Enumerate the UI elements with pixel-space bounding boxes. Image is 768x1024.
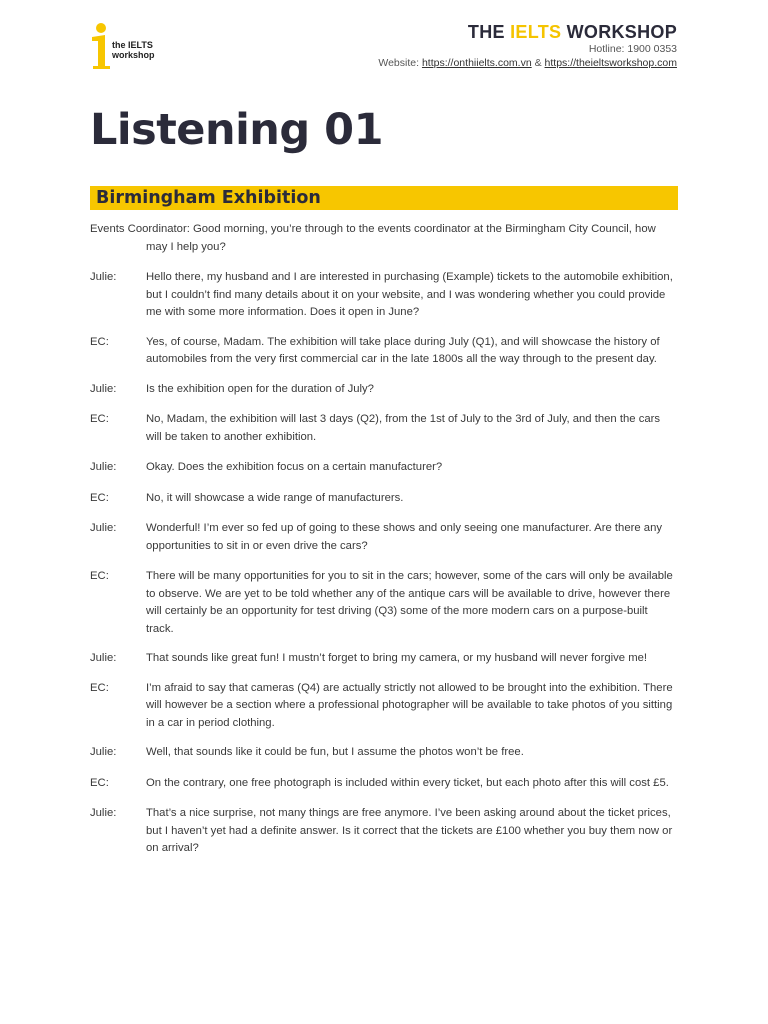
dialogue-turn: [90, 459, 678, 477]
dialogue-turn: [90, 520, 678, 555]
section-header: [90, 186, 678, 210]
speaker-label: Julie:: [90, 746, 117, 758]
utterance-text: I’m afraid to say that cameras (Q4) are actually strictly not allowed to be brought into the exhibition. There will however be a section where a professional photographer will be available to take photos of you sitting in a car in period clothing.: [146, 681, 673, 729]
brand-accent: IELTS: [510, 22, 562, 42]
speaker-label: Julie:: [90, 807, 117, 819]
utterance-text: Wonderful! I’m ever so fed up of going to these shows and only seeing one manufacturer. Are there any opportunities to sit in or even drive the cars?: [146, 522, 662, 552]
logo-text: [112, 40, 155, 60]
utterance-text: Okay. Does the exhibition focus on a certain manufacturer?: [146, 461, 443, 473]
utterance-text: No, Madam, the exhibition will last 3 days (Q2), from the 1st of July to the 3rd of July, and then the cars will be taken to another exhibition.: [146, 413, 661, 443]
dialogue-turn: [90, 568, 678, 638]
dialogue-turn: [90, 805, 678, 858]
website-separator: &: [531, 57, 545, 69]
dialogue-turn: [90, 269, 678, 322]
utterance-text: Yes, of course, Madam. The exhibition will take place during July (Q1), and will showcase the history of automobiles from the very first commercial car in the late 1800s all the way through to the present day.: [146, 335, 660, 365]
website-link-2[interactable]: https://theieltsworkshop.com: [544, 57, 677, 69]
website-link-1[interactable]: https://onthiielts.com.vn: [421, 57, 532, 69]
page-title: Listening 01: [90, 105, 384, 155]
utterance-text: Well, that sounds like it could be fun, but I assume the photos won’t be free.: [146, 746, 524, 758]
utterance-text: Is the exhibition open for the duration of July?: [146, 382, 374, 395]
logo-text-line1: the IELTS: [112, 40, 153, 50]
brand-prefix: THE: [467, 22, 511, 42]
dialogue-turn: [90, 490, 678, 508]
utterance-text: On the contrary, one free photograph is included within every ticket, but each photo after this will cost £5.: [146, 776, 669, 789]
website-line: [378, 56, 677, 70]
utterance-text: That sounds like great fun! I mustn’t forget to bring my camera, or my husband will never forgive me!: [146, 652, 648, 664]
website-label: Website:: [378, 57, 422, 69]
utterance-text: No, it will showcase a wide range of manufacturers.: [146, 491, 404, 504]
speaker-label: EC:: [90, 413, 109, 425]
utterance-text: Good morning, you’re through to the events coordinator at the Birmingham City Council, how may I help you?: [146, 223, 656, 253]
dialogue-turn: [90, 744, 678, 762]
speaker-label: EC:: [90, 491, 109, 504]
speaker-label: Julie:: [90, 652, 117, 664]
speaker-label: Julie:: [90, 271, 117, 283]
section-title: Birmingham Exhibition: [96, 188, 321, 208]
logo-i-icon: [90, 22, 110, 70]
dialogue-turn: [90, 221, 678, 256]
utterance-text: That’s a nice surprise, not many things are free anymore. I’ve been asking around about the ticket prices, but I haven’t yet had a definite answer. Is it correct that the tickets are £100 whether you buy them now or on arrival?: [146, 807, 673, 854]
speaker-label: Julie:: [90, 522, 117, 534]
brand-title: [378, 22, 677, 42]
dialogue-turn: [90, 334, 678, 369]
utterance-text: Hello there, my husband and I are interested in purchasing (Example) tickets to the automobile exhibition, but I couldn’t find many details about it on your website, and I was wondering whether you could provide me with some more information. Does it open in June?: [146, 271, 673, 318]
speaker-label: Events Coordinator:: [90, 223, 190, 235]
brand-suffix: WORKSHOP: [561, 22, 677, 42]
speaker-label: Julie:: [90, 382, 117, 395]
speaker-label: EC:: [90, 681, 109, 694]
dialogue-turn: [90, 775, 678, 793]
brand-logo: [90, 22, 170, 70]
utterance-text: There will be many opportunities for you to sit in the cars; however, some of the cars will only be available to observe. We are yet to be told whether any of the antique cars will be available to drive, however there will certainly be an opportunity for test driving (Q3) some of the more modern cars on a purpose-built track.: [146, 570, 673, 635]
speaker-label: EC:: [90, 335, 109, 348]
hotline: Hotline: 1900 0353: [588, 43, 677, 55]
dialogue-turn: [90, 411, 678, 446]
dialogue: [90, 221, 678, 858]
dialogue-turn: [90, 650, 678, 668]
logo-text-line2: workshop: [112, 50, 155, 60]
speaker-label: EC:: [90, 570, 109, 582]
brand-header: [378, 22, 677, 70]
dialogue-turn: [90, 680, 678, 733]
speaker-label: Julie:: [90, 461, 117, 473]
dialogue-turn: [90, 381, 678, 399]
speaker-label: EC:: [90, 776, 109, 789]
